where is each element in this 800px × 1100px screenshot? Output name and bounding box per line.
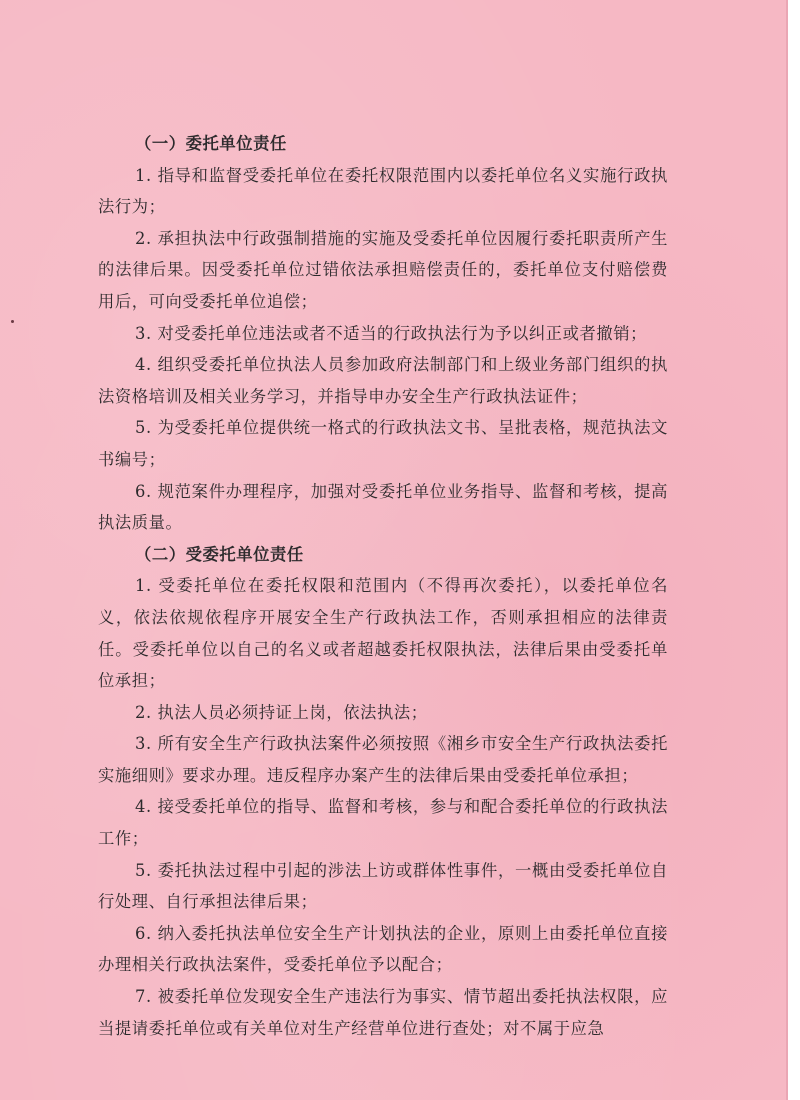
section-2-item-7: 7. 被委托单位发现安全生产违法行为事实、情节超出委托执法权限，应当提请委托单位或有关单位对生产经营单位进行查处；对不属于应急 (98, 987, 668, 1038)
section-2-item-5: 5. 委托执法过程中引起的涉法上访或群体性事件，一概由受委托单位自行处理、自行承担法律后果； (98, 860, 668, 912)
section-1-item-5: 5. 为受委托单位提供统一格式的行政执法文书、呈批表格，规范执法文书编号； (98, 418, 668, 469)
section-1-item-3: 3. 对受委托单位违法或者不适当的行政执法行为予以纠正或者撤销； (135, 323, 648, 343)
section-1-item-1: 1. 指导和监督受委托单位在委托权限范围内以委托单位名义实施行政执法行为； (98, 165, 668, 217)
scan-speck (11, 320, 14, 323)
section-2-item-6: 6. 纳入委托执法单位安全生产计划执法的企业，原则上由委托单位直接办理相关行政执法案件，受委托单位予以配合； (98, 923, 668, 975)
section-2-item-1: 1. 受委托单位在委托权限和范围内（不得再次委托），以委托单位名义，依法依规依程序开展安全生产行政执法工作，否则承担相应的法律责任。受委托单位以自己的名义或者超越委托权限执法，法律后果由受委托单位承担； (98, 576, 668, 691)
section-1-item-2: 2. 承担执法中行政强制措施的实施及受委托单位因履行委托职责所产生的法律后果。因受委托单位过错依法承担赔偿责任的，委托单位支付赔偿费用后，可向受委托单位追偿； (98, 228, 668, 311)
section-1-item-6: 6. 规范案件办理程序，加强对受委托单位业务指导、监督和考核，提高执法质量。 (98, 481, 668, 533)
section-2-item-2: 2. 执法人员必须持证上岗，依法执法； (135, 702, 428, 722)
section-2-item-4: 4. 接受委托单位的指导、监督和考核，参与和配合委托单位的行政执法工作； (98, 797, 668, 849)
document-body (98, 128, 668, 1044)
section-2-heading: （二）受委托单位责任 (135, 544, 304, 564)
section-2-item-3: 3. 所有安全生产行政执法案件必须按照《湘乡市安全生产行政执法委托实施细则》要求办理。违反程序办案产生的法律后果由受委托单位承担； (98, 734, 668, 785)
section-1-item-4: 4. 组织受委托单位执法人员参加政府法制部门和上级业务部门组织的执法资格培训及相关业务学习，并指导申办安全生产行政执法证件； (98, 355, 668, 406)
section-1-heading: （一）委托单位责任 (135, 134, 287, 153)
